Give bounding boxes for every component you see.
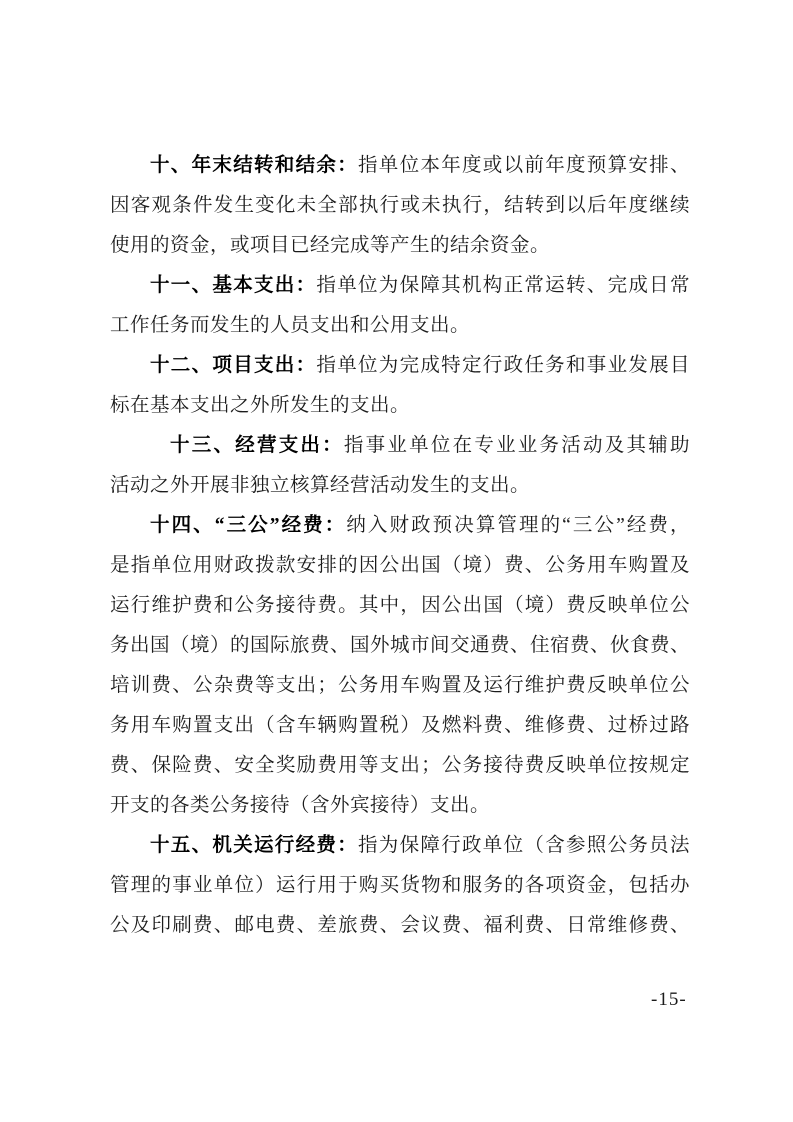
definition-paragraph-1 <box>110 146 690 266</box>
line-text: 指事业单位在专业业务活动及其辅助 <box>343 435 690 456</box>
line-text: 使用的资金，或项目已经完成等产生的结余资金。 <box>110 235 551 256</box>
text-line <box>110 186 690 226</box>
text-line <box>110 826 690 866</box>
text-line <box>110 346 690 386</box>
term-label: 十五、机关运行经费： <box>150 835 358 856</box>
line-text: 务出国（境）的国际旅费、国外城市间交通费、住宿费、伙食费、 <box>110 635 691 656</box>
text-line <box>110 386 690 426</box>
term-label: 十一、基本支出： <box>150 275 317 296</box>
text-line <box>110 306 690 346</box>
term-label: 十三、经营支出： <box>170 435 344 456</box>
line-text: 是指单位用财政拨款安排的因公出国（境）费、公务用车购置及 <box>110 555 690 576</box>
page-number: -15- <box>651 989 687 1010</box>
line-text: 纳入财政预决算管理的“三公”经费， <box>346 515 690 536</box>
definition-paragraph-4 <box>110 426 690 506</box>
line-text: 指单位本年度或以前年度预算安排、 <box>358 155 690 176</box>
line-text: 指为保障行政单位（含参照公务员法 <box>358 835 690 856</box>
text-line <box>110 466 690 506</box>
line-text: 务用车购置支出（含车辆购置税）及燃料费、维修费、过桥过路 <box>110 715 690 736</box>
line-text: 运行维护费和公务接待费。其中，因公出国（境）费反映单位公 <box>110 595 690 616</box>
line-text: 公及印刷费、邮电费、差旅费、会议费、福利费、日常维修费、 <box>110 915 690 936</box>
text-line <box>110 426 690 466</box>
term-label: 十二、项目支出： <box>150 355 317 376</box>
text-line <box>110 506 690 546</box>
text-line <box>110 786 690 826</box>
definition-paragraph-5 <box>110 506 690 826</box>
term-label: 十四、“三公”经费： <box>150 515 347 536</box>
text-line <box>110 586 690 626</box>
text-line <box>110 706 690 746</box>
line-text: 指单位为完成特定行政任务和事业发展目 <box>316 355 690 376</box>
line-text: 因客观条件发生变化未全部执行或未执行，结转到以后年度继续 <box>110 195 690 216</box>
text-line <box>110 666 690 706</box>
text-line <box>110 746 690 786</box>
document-body <box>110 146 690 946</box>
line-text: 费、保险费、安全奖励费用等支出；公务接待费反映单位按规定 <box>110 755 690 776</box>
text-line <box>110 866 690 906</box>
definition-paragraph-6 <box>110 826 690 946</box>
line-text: 培训费、公杂费等支出；公务用车购置及运行维护费反映单位公 <box>110 675 690 696</box>
line-text: 活动之外开展非独立核算经营活动发生的支出。 <box>110 475 531 496</box>
line-text: 开支的各类公务接待（含外宾接待）支出。 <box>110 795 491 816</box>
line-text: 管理的事业单位）运行用于购买货物和服务的各项资金，包括办 <box>110 875 690 896</box>
text-line <box>110 146 690 186</box>
text-line <box>110 546 690 586</box>
text-line <box>110 906 690 946</box>
text-line <box>110 266 690 306</box>
line-text: 工作任务而发生的人员支出和公用支出。 <box>110 315 471 336</box>
term-label: 十、年末结转和结余： <box>150 155 358 176</box>
definition-paragraph-2 <box>110 266 690 346</box>
text-line <box>110 226 690 266</box>
line-text: 标在基本支出之外所发生的支出。 <box>110 395 411 416</box>
line-text: 指单位为保障其机构正常运转、完成日常 <box>316 275 690 296</box>
text-line <box>110 626 690 666</box>
definition-paragraph-3 <box>110 346 690 426</box>
